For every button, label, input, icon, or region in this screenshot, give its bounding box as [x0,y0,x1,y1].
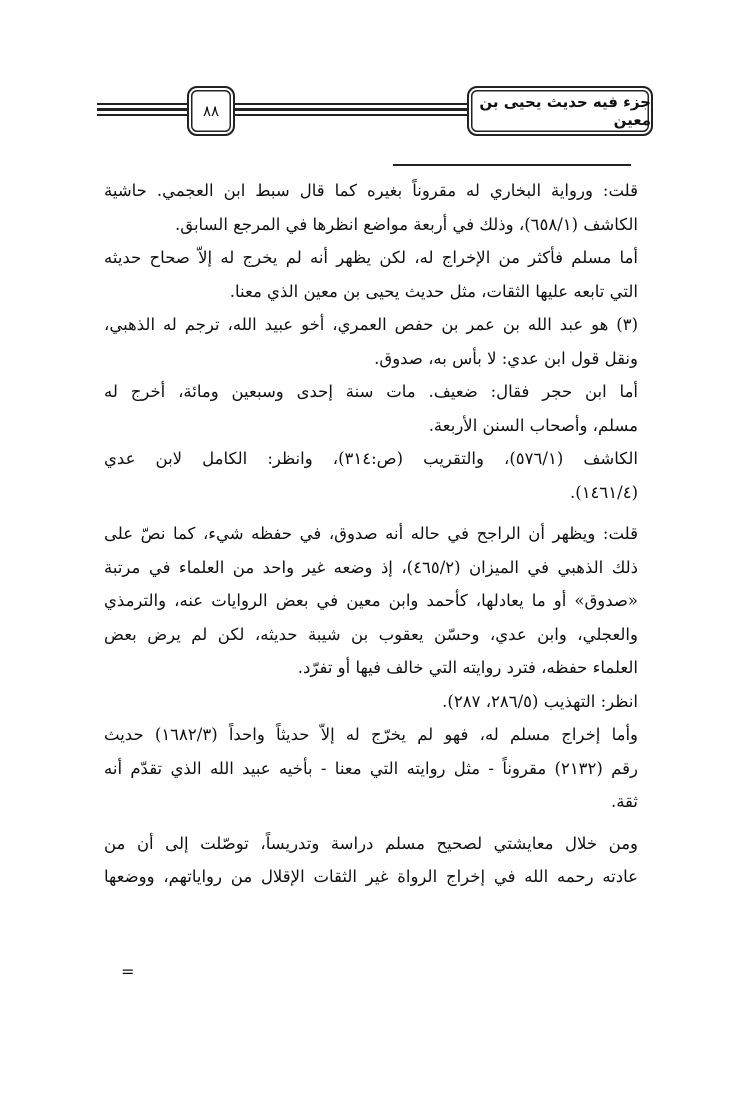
text-line: العلماء حفظه، فترد روايته التي خالف فيها أو تفرّد. [297,658,638,677]
text-line: أما ابن حجر فقال: ضعيف. مات سنة إحدى وسبعين ومائة، أخرج له [104,382,638,401]
text-line: ثقة. [610,792,638,811]
text-line: انظر: التهذيب (٢٨٦/٥، ٢٨٧). [442,691,638,711]
text-line: ومن خلال معايشتي لصحيح مسلم دراسة وتدريساً، توصّلت إلى أن من [104,833,638,853]
text-line: عادته رحمه الله في إخراج الرواة غير الثقات الإقلال من رواياتهم، ووضعها [104,867,638,886]
text-line: ذلك الذهبي في الميزان (٤٦٥/٢)، إذ وضعه غير واحد من العلماء في مرتبة [104,557,638,577]
text-line: الكاشف (٥٧٦/١)، والتقريب (ص:٣١٤)، وانظر: الكامل لابن عدي [104,449,638,468]
text-line: والعجلي، وابن عدي، وحسّن يعقوب بن شيبة حديثه، لكن لم يرض بعض [104,624,638,644]
text-line: ونقل قول ابن عدي: لا بأس به، صدوق. [374,348,638,368]
text-line: وأما إخراج مسلم له، فهو لم يخرّج له إلاّ حديثاً واحداً (١٦٨٢/٣) حديث [104,725,638,744]
running-title: جزء فيه حديث يحيى بن معين [467,86,653,136]
text-line: الكاشف (٦٥٨/١)، وذلك في أربعة مواضع انظرها في المرجع السابق. [174,214,638,234]
footnote-separator [393,164,631,166]
text-line: «صدوق» أو ما يعادلها، كأحمد وابن معين في بعض الروايات عنه، والترمذي [104,591,638,610]
continuation-mark: = [121,962,135,981]
text-line: (١٤٦١/٤). [570,482,638,502]
text-line: مسلم، وأصحاب السنن الأربعة. [428,415,638,435]
text-line: أما مسلم فأكثر من الإخراج له، لكن يظهر أنه لم يخرج له إلاّ صحاح حديثه [104,248,638,267]
footnote-body [104,174,638,894]
text-line: التي تابعه عليها الثقات، مثل حديث يحيى بن معين الذي معنا. [229,281,638,301]
text-line: رقم (٢١٣٢) مقروناً - مثل روايته التي معنا - بأخيه عبيد الله الذي تقدّم أنه [104,758,638,778]
footnote-line: (٣) هو عبد الله بن عمر بن حفص العمري، أخو عبيد الله، ترجم له الذهبي، [104,315,638,334]
text-line: قلت: ويظهر أن الراجح في حاله أنه صدوق، في حفظه شيء، كما نصّ على [104,524,638,543]
page-number: ٨٨ [187,86,235,136]
text-line: قلت: ورواية البخاري له مقروناً بغيره كما قال سبط ابن العجمي. حاشية [104,181,638,200]
